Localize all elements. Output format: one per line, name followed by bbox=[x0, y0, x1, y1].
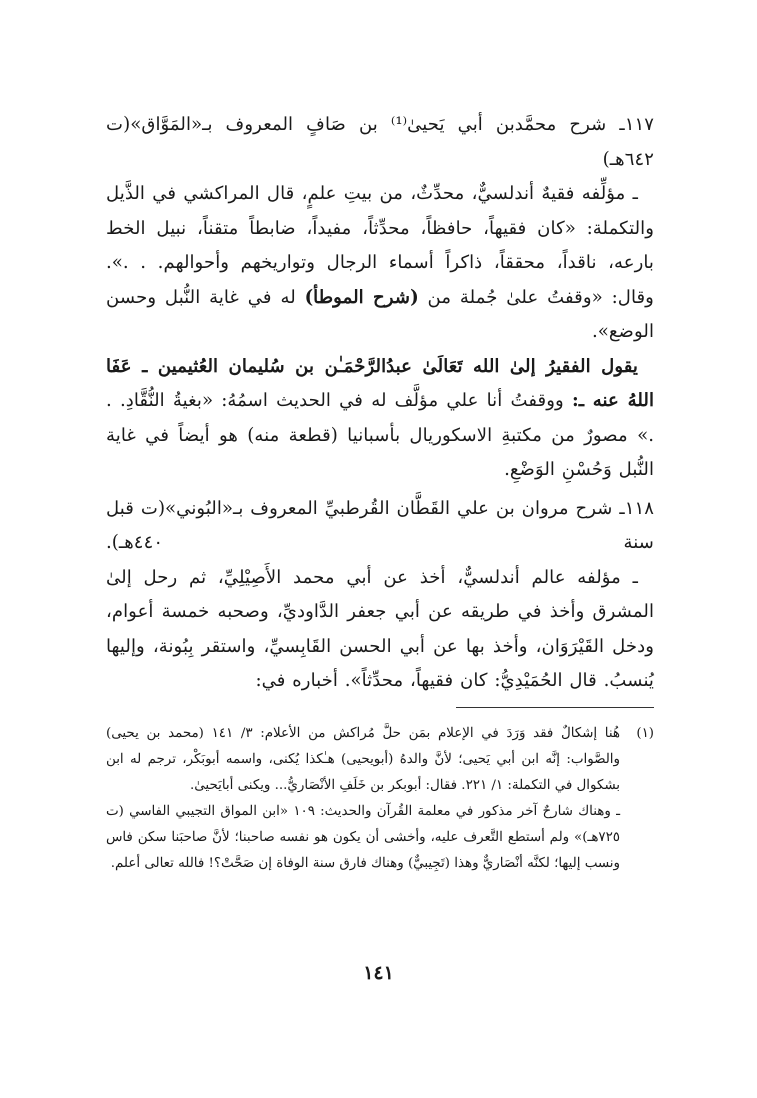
entry-117-text-end: له في غاية النُّبل وحسن الوضع». bbox=[106, 286, 654, 342]
entry-117-text: ـ مؤلِّفه فقيهٌ أندلسيٌّ، محدِّثٌ، من بيتِ علمٍ، قال المراكشي في الذَّيل والتكملة: «كان فقيهاً، حافظاً، محدِّثاً، مفيداً، ضابطاً متقناً، نبيل الخط بارعه، ناقداً، محققاً، ذاكراً أسماء الرجال وتواريخهم وأحوالهم. . .». وقال: «وقفتُ علىٰ جُملة من bbox=[106, 183, 654, 308]
page-number: ١٤١ bbox=[363, 962, 394, 984]
entry-117-paragraph-1 bbox=[106, 177, 654, 350]
entry-117-heading: ١١٧ـ شرح محمَّدبن أبي يَحيىٰ⁽¹⁾ بن صَافٍ المعروف بـ«المَوَّاق»(ت ٦٤٢هـ) bbox=[106, 114, 654, 170]
footnotes bbox=[106, 721, 654, 877]
footnote-number: (١) bbox=[636, 726, 654, 741]
footnote-body bbox=[106, 721, 620, 877]
entry-118-paragraph-1: ـ مؤلفه عالم أندلسيٌّ، أخذ عن أبي محمد الأَصِيْلِيِّ، ثم رحل إلىٰ المشرق وأخذ في طريقه عن أبي جعفر الدَّاوديِّ، وصحبه خمسة أعوام، ودخل القَيْرَوَان، وأخذ بها عن أبي الحسن القَابِسيِّ، واستقر بِبُونة، وإليها يُنسبُ. قال الحُمَيْدِيُّ: كان فقيهاً، محدِّثاً». أخباره في: bbox=[106, 566, 654, 691]
entry-117-author-note: ووقفتُ أنا علي مؤلَّف له في الحديث اسمُهُ: «بغيةُ النُّقَّادِ. . .» مصورٌ من مكتبةِ الاسكوريال بأسبانيا (قطعة منه) هو أيضاً في غاية النُّبل وَحُسْنِ الوَضْعِ. bbox=[106, 390, 654, 480]
footnote-1 bbox=[106, 721, 654, 877]
entry-117-paragraph-2 bbox=[106, 350, 654, 488]
author-intro: يقول الفقيرُ إلىٰ الله تَعَالَىٰ عبدُالرَّحْمَـٰن بن سُليمان العُثيمين ـ عَفَا اللهُ عنه ـ: bbox=[106, 355, 654, 411]
entry-118-heading: ١١٨ـ شرح مروان بن علي القَطَّان القُرطبيِّ المعروف بـ«البُوني»(ت قبل سنة ٤٤٠هـ). bbox=[106, 497, 654, 553]
footnote-paragraph: هُنا إشكالٌ فقد وَرَدَ في الإعلام بمَن حلَّ مُراكش من الأعلام: ٣/ ١٤١ (محمد بن يحيى) والصَّواب: إنَّه ابن أبي يَحيى؛ لأنَّ والدهُ (أبويحيى) هـٰكذا يُكنى، واسمه أبوبَكْر، ترجم له ابن بشكوال في التكملة: ١/ ٢٢١. فقال: أبوبكر بن خَلَفِ الأنْصَاريُّ... ويكنى أبايَحيىٰ. bbox=[106, 726, 620, 793]
entry-117-book-title: (شرح الموطأ) bbox=[304, 286, 419, 308]
main-text bbox=[106, 108, 654, 699]
footnote-separator bbox=[456, 707, 654, 708]
footnote-paragraph: ـ وهناك شارحٌ آخر مذكور في معلمة القُرآن والحديث: ١٠٩ «ابن المواق التجيبي الفاسي (ت ٧٢٥هـ)» ولم أستطع التَّعرف عليه، وأخشى أن يكون هو نفسه صاحبنا؛ لأنَّ صاحبَنا سكن فاس ونسب إليها؛ لكنَّه أنْصَاريٌّ وهذا (تَجِيبيٌّ) وهناك فارق سنة الوفاة إن صَحَّتْ؟! فالله تعالى أعلم. bbox=[106, 804, 620, 871]
